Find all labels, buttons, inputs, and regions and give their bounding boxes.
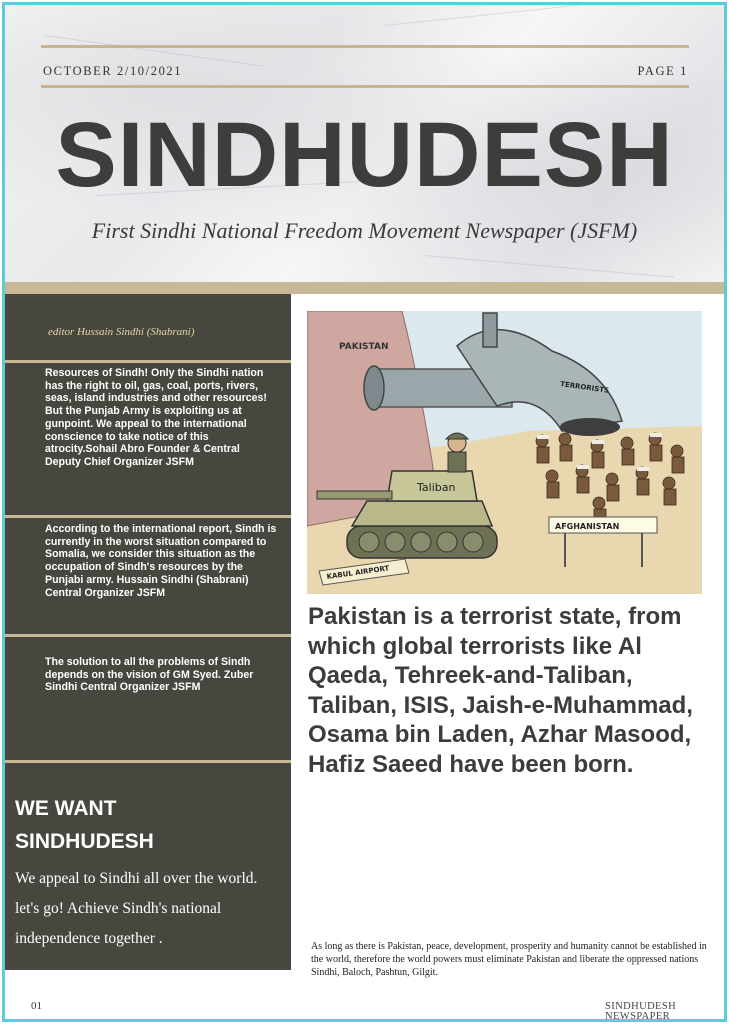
- label-afghanistan: AFGHANISTAN: [555, 522, 620, 531]
- label-taliban: Taliban: [417, 481, 456, 494]
- want-heading: [15, 792, 154, 858]
- top-rule: [41, 45, 689, 48]
- page-number: 01: [31, 1000, 42, 1012]
- political-cartoon: [307, 311, 702, 594]
- sidebar-blurb-vision: The solution to all the problems of Sindh depends on the vision of GM Syed. Zuber Sindhi Central Organizer JSFM: [45, 656, 254, 694]
- label-pakistan: PAKISTAN: [339, 342, 389, 352]
- appeal-text: We appeal to Sindhi all over the world. let's go! Achieve Sindh's national independence together .: [15, 870, 258, 947]
- sidebar-divider: [5, 515, 291, 518]
- sidebar-divider: [5, 360, 291, 363]
- date-rule: [41, 85, 689, 88]
- sidebar-blurb-resources: Resources of Sindh! Only the Sindhi nation has the right to oil, gas, coal, ports, rivers, seas, island industries and other resources! But the Punjab Army is exploiting us at gunpoint. We appeal to the international conscience to take notice of this atrocity.Sohail Abro Founder & Central Deputy Chief Organizer JSFM: [45, 367, 267, 468]
- header-divider: [5, 282, 724, 294]
- label-kabul-airport: KABUL AIRPORT: [326, 564, 390, 581]
- editor-credit: editor Hussain Sindhi (Shabrani): [48, 326, 195, 338]
- closing-statement: As long as there is Pakistan, peace, development, prosperity and humanity cannot be established in the world, therefore the world powers must eliminate Pakistan and liberate the oppressed nations Sindhi, Baloch, Pashtun, Gilgit.: [311, 941, 707, 978]
- footer-brand-line-2: NEWSPAPER: [605, 1011, 671, 1022]
- label-terrorists: TERRORISTS: [559, 380, 610, 395]
- sidebar-column: [5, 294, 291, 970]
- newspaper-subtitle: First Sindhi National Freedom Movement Newspaper (JSFM): [91, 218, 638, 243]
- masthead: [5, 5, 724, 282]
- sidebar-blurb-report: According to the international report, Sindh is currently in the worst situation compared to Somalia, we consider this situation as the occupation of Sindh's resources by the Punjabi army. Hussain Sindhi (Shabrani) Central Organizer JSFM: [45, 523, 277, 599]
- footer-brand: [605, 1002, 715, 1022]
- page-label: PAGE 1: [637, 64, 688, 78]
- footer-brand-line-1: SINDHUDESH: [605, 1001, 677, 1012]
- want-line-2: SINDHUDESH: [15, 830, 154, 853]
- newspaper-title: SINDHUDESH: [55, 104, 674, 206]
- newspaper-page: [2, 2, 727, 1022]
- issue-date: OCTOBER 2/10/2021: [43, 64, 183, 78]
- main-headline: Pakistan is a terrorist state, from which global terrorists like Al Qaeda, Tehreek-and-Taliban, Taliban, ISIS, Jaish-e-Muhammad, Osama bin Laden, Azhar Masood, Hafiz Saeed have been born.: [308, 603, 693, 778]
- sidebar-divider: [5, 634, 291, 637]
- sidebar-divider: [5, 760, 291, 763]
- want-line-1: WE WANT: [15, 797, 117, 820]
